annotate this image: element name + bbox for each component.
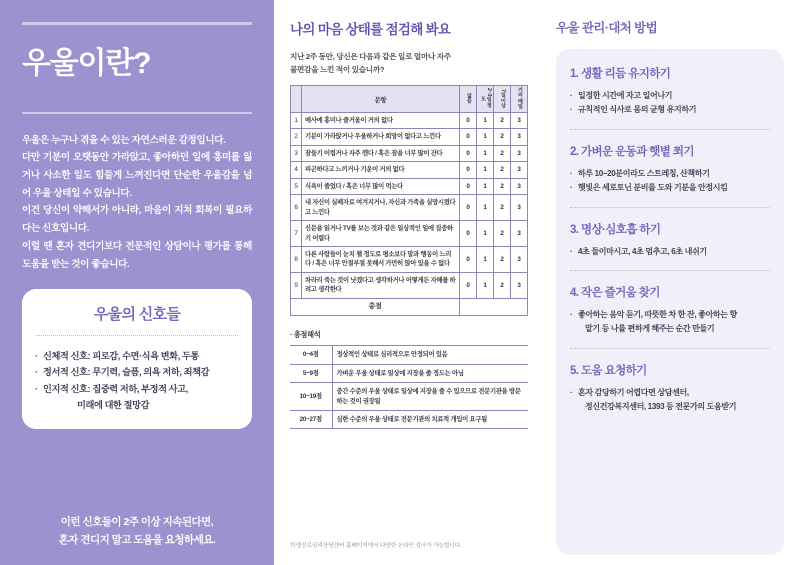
row-number: 7 [291, 221, 302, 247]
tip-text-cont: 정신건강복지센터, 1393 등 전문가의 도움받기 [585, 402, 737, 412]
row-number: 8 [291, 246, 302, 272]
row-number: 2 [291, 129, 302, 145]
table-row [291, 178, 528, 194]
bullet-icon: · [570, 105, 573, 115]
score-option-0[interactable]: 0 [460, 129, 477, 145]
tip-heading: 3. 명상·심호흡 하기 [570, 223, 661, 236]
table-total-row [291, 298, 528, 316]
self-check-subtitle [290, 51, 528, 76]
signal-text: 정서적 신호: 무기력, 슬픔, 의욕 저하, 죄책감 [43, 367, 210, 378]
signals-card [22, 289, 252, 428]
score-option-2[interactable]: 2 [494, 145, 511, 161]
score-interpretation-table [290, 345, 528, 429]
middle-footer-note: 학생진로심리상담센터 홈페이지에서 다양한 온라인 검사가 가능합니다. [290, 543, 462, 549]
row-number: 9 [291, 272, 302, 298]
bullet-icon: · [570, 183, 573, 193]
score-option-3[interactable]: 3 [511, 129, 528, 145]
tip-section-4 [570, 270, 770, 348]
score-option-3[interactable]: 3 [511, 178, 528, 194]
score-option-2[interactable]: 2 [494, 129, 511, 145]
score-description: 심한 수준의 우울 상태로 전문기관의 치료적 개입이 요구됨 [332, 410, 528, 428]
table-row [291, 145, 528, 161]
table-row [291, 113, 528, 129]
subtitle-line-1: 지난 2주 동안, 당신은 다음과 같은 일로 얼마나 자주 [290, 52, 451, 61]
header-score-none [460, 86, 477, 113]
title-divider [22, 112, 252, 114]
score-option-0[interactable]: 0 [460, 246, 477, 272]
score-option-2[interactable]: 2 [494, 221, 511, 247]
right-panel [542, 0, 800, 565]
row-question: 기분이 가라앉거나 우울하거나 희망이 없다고 느낀다 [302, 129, 460, 145]
table-row [291, 272, 528, 298]
table-row [290, 410, 528, 428]
subtitle-line-2: 불편감을 느낀 적이 있습니까? [290, 64, 385, 74]
score-option-3[interactable]: 3 [511, 113, 528, 129]
score-option-1[interactable]: 1 [477, 145, 494, 161]
bullet-icon: · [35, 351, 38, 362]
score-range: 10~19점 [290, 383, 332, 411]
tip-heading: 5. 도움 요청하기 [570, 364, 647, 377]
score-option-3[interactable]: 3 [511, 195, 528, 221]
score-description: 가벼운 우울 상태로 일상에 지장을 줄 정도는 아님 [332, 364, 528, 382]
score-option-2[interactable]: 2 [494, 195, 511, 221]
list-item [570, 181, 770, 195]
tip-list [570, 89, 770, 118]
score-option-3[interactable]: 3 [511, 272, 528, 298]
tip-text: 하루 10~20분이라도 스트레칭, 산책하기 [578, 168, 710, 178]
table-row [290, 364, 528, 382]
total-value-field[interactable] [460, 298, 528, 316]
header-question: 문항 [302, 86, 460, 113]
score-range: 20~27점 [290, 410, 332, 428]
score-option-3[interactable]: 3 [511, 162, 528, 178]
tip-text: 좋아하는 음악 듣기, 따뜻한 차 한 잔, 좋아하는 향 [578, 309, 737, 319]
tip-text: 혼자 감당하기 어렵다면 상담센터, [578, 387, 689, 397]
score-option-1[interactable]: 1 [477, 129, 494, 145]
tip-text: 4초 들이마시고, 4초 멈추고, 6초 내쉬기 [578, 246, 707, 256]
row-question: 매사에 흥미나 즐거움이 거의 없다 [302, 113, 460, 129]
table-row [291, 162, 528, 178]
tip-section-2 [570, 129, 770, 207]
signal-text-cont: 미래에 대한 절망감 [77, 399, 150, 410]
score-option-2[interactable]: 2 [494, 246, 511, 272]
total-label: 총점 [291, 298, 460, 316]
header-score-week-label: 7일 이상 [499, 88, 506, 108]
table-row [290, 346, 528, 364]
row-number: 3 [291, 145, 302, 161]
score-range: 0~4점 [290, 346, 332, 364]
score-option-1[interactable]: 1 [477, 195, 494, 221]
list-item [570, 103, 770, 117]
left-footer [22, 514, 252, 549]
header-number [291, 86, 302, 113]
intro-paragraph-4: 이럴 땐 혼자 견디기보다 전문적인 상담이나 평가를 통해 도움을 받는 것이 좋습니다. [22, 240, 252, 270]
bullet-icon: · [35, 367, 38, 378]
row-question: 식욕이 줄었다 / 혹은 너무 많이 먹는다 [302, 178, 460, 194]
signals-title: 우울의 신호들 [93, 306, 181, 324]
score-option-1[interactable]: 1 [477, 246, 494, 272]
tip-list [570, 386, 770, 415]
tip-heading: 2. 가벼운 운동과 햇볕 쬐기 [570, 145, 694, 158]
row-number: 4 [291, 162, 302, 178]
table-row [290, 383, 528, 411]
table-body [291, 113, 528, 316]
score-option-1[interactable]: 1 [477, 113, 494, 129]
score-option-2[interactable]: 2 [494, 162, 511, 178]
self-check-title: 나의 마음 상태를 점검해 봐요 [290, 22, 451, 37]
signals-list [34, 348, 240, 412]
signals-divider [36, 335, 238, 336]
bullet-icon: · [570, 387, 573, 397]
score-description: 중간 수준의 우울 상태로 일상에 지장을 줄 수 있으므로 전문기관을 방문하는 것이 권장됨 [332, 383, 528, 411]
left-footer-line-2: 혼자 견디지 말고 도움을 요청하세요. [58, 533, 216, 546]
interpretation-label: · 총점해석 [290, 330, 321, 340]
bullet-icon: · [570, 309, 573, 319]
row-question: 차라리 죽는 것이 낫겠다고 생각하거나 어떻게든 자해를 하려고 생각한다 [302, 272, 460, 298]
left-footer-line-1: 이런 신호들이 2주 이상 지속된다면, [60, 516, 214, 529]
intro-paragraph-1: 우울은 누구나 겪을 수 있는 자연스러운 감정입니다. [22, 134, 226, 146]
score-range: 5~9점 [290, 364, 332, 382]
tip-section-5 [570, 348, 770, 426]
list-item [570, 308, 770, 337]
bullet-icon: · [35, 383, 38, 394]
intro-text-block [22, 132, 252, 274]
bullet-icon: · [570, 91, 573, 100]
bullet-icon: · [570, 168, 573, 178]
score-description: 정상적인 상태로 심리적으로 안정되어 있음 [332, 346, 528, 364]
tip-list [570, 167, 770, 196]
score-option-2[interactable]: 2 [494, 113, 511, 129]
score-option-3[interactable]: 3 [511, 246, 528, 272]
tip-heading: 4. 작은 즐거움 찾기 [570, 286, 660, 299]
row-question: 잠들기 어렵거나 자주 깬다 / 혹은 잠을 너무 많이 잔다 [302, 145, 460, 161]
tips-card [556, 49, 784, 555]
header-score-week [494, 86, 511, 113]
list-item [570, 89, 770, 103]
tip-text: 일정한 시간에 자고 일어나기 [578, 91, 673, 100]
score-option-1[interactable]: 1 [477, 178, 494, 194]
table-row [291, 129, 528, 145]
tip-heading: 1. 생활 리듬 유지하기 [570, 68, 671, 80]
management-title: 우울 관리·대처 방법 [556, 21, 658, 35]
tip-text-cont: 맡기 등 나를 편하게 해주는 순간 만들기 [585, 324, 715, 334]
score-option-0[interactable]: 0 [460, 195, 477, 221]
header-score-several-label: 2~3일 정도 [480, 88, 492, 108]
table-header [291, 86, 528, 113]
list-item [570, 245, 770, 259]
left-panel [0, 0, 274, 565]
tip-section-1 [570, 65, 770, 129]
score-option-0[interactable]: 0 [460, 272, 477, 298]
bullet-icon: · [570, 246, 573, 256]
page-title: 우울이란? [22, 47, 151, 80]
intro-paragraph-3: 이건 당신이 약해서가 아니라, 마음이 지쳐 회복이 필요하다는 신호입니다. [22, 205, 252, 235]
signal-text: 인지적 신호: 집중력 저하, 부정적 사고, [43, 383, 188, 394]
score-option-0[interactable]: 0 [460, 145, 477, 161]
score-option-1[interactable]: 1 [477, 272, 494, 298]
row-number: 5 [291, 178, 302, 194]
row-number: 6 [291, 195, 302, 221]
row-number: 1 [291, 113, 302, 129]
header-score-none-label: 없음 [465, 93, 472, 104]
row-question: 신문을 읽거나 TV를 보는 것과 같은 일상적인 일에 집중하기 어렵다 [302, 221, 460, 247]
header-score-daily [511, 86, 528, 113]
list-item [34, 381, 240, 413]
list-item [34, 348, 240, 364]
signal-text: 신체적 신호: 피로감, 수면·식욕 변화, 두통 [43, 351, 199, 362]
list-item [570, 167, 770, 181]
tip-text: 햇빛은 세로토닌 분비를 도와 기분을 안정시킴 [578, 183, 728, 193]
score-option-0[interactable]: 0 [460, 162, 477, 178]
tip-list [570, 245, 770, 259]
row-question: 다른 사람들이 눈치 챌 정도로 평소보다 말과 행동이 느리다 / 혹은 너무 안절부절 못해서 가만히 앉아 있을 수 없다 [302, 246, 460, 272]
score-option-2[interactable]: 2 [494, 178, 511, 194]
score-option-2[interactable]: 2 [494, 272, 511, 298]
header-score-daily-label: 거의 매일 [516, 87, 523, 109]
header-score-several [477, 86, 494, 113]
list-item [570, 386, 770, 415]
row-question: 피곤하다고 느끼거나 기운이 거의 없다 [302, 162, 460, 178]
list-item [34, 364, 240, 380]
phq9-questionnaire-table [290, 85, 528, 316]
score-option-1[interactable]: 1 [477, 162, 494, 178]
tip-list [570, 308, 770, 337]
table-row [291, 195, 528, 221]
score-option-3[interactable]: 3 [511, 145, 528, 161]
score-option-0[interactable]: 0 [460, 113, 477, 129]
middle-panel [274, 0, 542, 565]
tip-section-3 [570, 207, 770, 270]
table-row [291, 221, 528, 247]
top-divider [22, 22, 252, 25]
table-header-row [291, 86, 528, 113]
intro-paragraph-2: 다만 기분이 오랫동안 가라앉고, 좋아하던 일에 흥미를 잃거나 사소한 일도 힘들게 느껴진다면 단순한 우울감을 넘어 우울 상태일 수 있습니다. [22, 152, 252, 199]
interpretation-body [290, 346, 528, 429]
score-option-1[interactable]: 1 [477, 221, 494, 247]
score-option-0[interactable]: 0 [460, 221, 477, 247]
row-question: 내 자신이 실패자로 여겨지거나, 자신과 가족을 실망시켰다고 느낀다 [302, 195, 460, 221]
score-option-0[interactable]: 0 [460, 178, 477, 194]
score-option-3[interactable]: 3 [511, 221, 528, 247]
table-row [291, 246, 528, 272]
tip-text: 규칙적인 식사로 몸의 균형 유지하기 [578, 105, 697, 115]
